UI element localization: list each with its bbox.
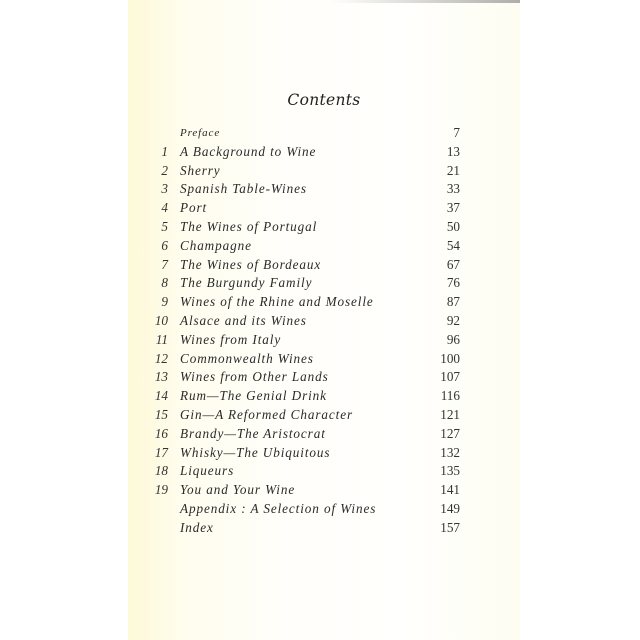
chapter-number: 4	[161, 200, 168, 216]
chapter-number: 19	[154, 482, 168, 498]
chapter-number: 14	[154, 388, 168, 404]
chapter-number: 16	[154, 425, 168, 441]
chapter-title: The Burgundy Family	[180, 275, 313, 291]
chapter-title: Alsace and its Wines	[180, 312, 307, 328]
toc-entry	[150, 256, 460, 275]
chapter-title: Wines of the Rhine and Moselle	[180, 294, 374, 310]
toc-entry	[150, 425, 460, 444]
chapter-title: Liqueurs	[180, 463, 235, 479]
chapter-title: Gin—A Reformed Character	[180, 406, 353, 422]
chapter-title: Spanish Table-Wines	[180, 181, 307, 197]
toc-entry-index	[150, 519, 460, 538]
page-number: 21	[446, 162, 460, 178]
toc-entry	[150, 481, 460, 500]
page-edge-shadow	[330, 0, 520, 3]
page-number: 107	[440, 369, 460, 385]
chapter-title: Port	[180, 200, 208, 216]
chapter-number: 3	[161, 181, 168, 197]
chapter-title: Appendix : A Selection of Wines	[180, 500, 377, 516]
chapter-title: Commonwealth Wines	[180, 350, 314, 366]
toc-entry	[150, 237, 460, 256]
chapter-number: 9	[161, 294, 168, 310]
toc-entry	[150, 462, 460, 481]
page-number: 54	[446, 237, 460, 253]
page-number: 76	[446, 275, 460, 291]
toc-entry	[150, 368, 460, 387]
toc-entry	[150, 143, 460, 162]
chapter-title: Brandy—The Aristocrat	[180, 425, 326, 441]
chapter-number: 15	[154, 406, 168, 422]
toc-entry	[150, 180, 460, 199]
chapter-title: Index	[180, 519, 214, 535]
toc-entry-appendix	[150, 500, 460, 519]
page-number: 132	[440, 444, 460, 460]
page-title: Contents	[287, 91, 361, 109]
chapter-title: Preface	[180, 127, 221, 139]
chapter-title: Wines from Other Lands	[180, 369, 329, 385]
page-number: 100	[440, 350, 460, 366]
page-number: 67	[446, 256, 460, 272]
toc-entry	[150, 218, 460, 237]
chapter-title: You and Your Wine	[180, 482, 296, 498]
page-number: 135	[440, 463, 460, 479]
chapter-title: Wines from Italy	[180, 331, 282, 347]
page-number: 7	[453, 125, 460, 140]
toc-entry	[150, 199, 460, 218]
page-number: 50	[446, 218, 460, 234]
chapter-number: 13	[154, 369, 168, 385]
toc-entry	[150, 162, 460, 181]
toc-entry-preface	[150, 124, 460, 143]
page-number: 141	[440, 482, 460, 498]
toc-entry	[150, 312, 460, 331]
toc-entry	[150, 444, 460, 463]
toc-entry	[150, 331, 460, 350]
toc-entry	[150, 274, 460, 293]
chapter-number: 2	[161, 162, 168, 178]
page-number: 116	[440, 388, 460, 404]
chapter-number: 11	[155, 331, 168, 347]
chapter-number: 5	[161, 218, 168, 234]
chapter-title: Whisky—The Ubiquitous	[180, 444, 331, 460]
page-number: 157	[440, 519, 460, 535]
toc-entry	[150, 350, 460, 369]
chapter-number: 8	[161, 275, 168, 291]
chapter-number: 7	[161, 256, 168, 272]
page-number: 96	[446, 331, 460, 347]
table-of-contents	[150, 124, 460, 538]
chapter-title: The Wines of Bordeaux	[180, 256, 322, 272]
page-number: 121	[440, 406, 460, 422]
toc-entry	[150, 387, 460, 406]
chapter-title: Champagne	[180, 237, 252, 253]
page-number: 33	[446, 181, 460, 197]
page-number: 127	[440, 425, 460, 441]
chapter-number: 1	[161, 143, 168, 159]
page-number: 13	[446, 143, 460, 159]
chapter-title: Sherry	[180, 162, 221, 178]
chapter-number: 17	[154, 444, 168, 460]
chapter-title: Rum—The Genial Drink	[180, 388, 327, 404]
chapter-number: 10	[154, 312, 168, 328]
chapter-number: 18	[154, 463, 168, 479]
page-number: 37	[446, 200, 460, 216]
chapter-number: 12	[154, 350, 168, 366]
chapter-number: 6	[161, 237, 168, 253]
page-number: 149	[440, 500, 460, 516]
page-number: 87	[446, 294, 460, 310]
chapter-title: A Background to Wine	[180, 143, 317, 159]
chapter-title: The Wines of Portugal	[180, 218, 318, 234]
page-number: 92	[446, 312, 460, 328]
toc-entry	[150, 406, 460, 425]
toc-entry	[150, 293, 460, 312]
